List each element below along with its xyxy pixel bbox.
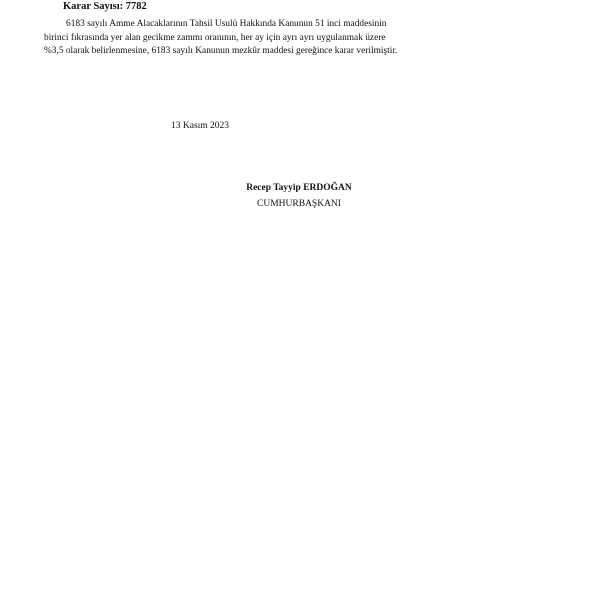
signature-block [230, 182, 368, 210]
decision-date: 13 Kasım 2023 [171, 121, 230, 131]
body-line-3: %3,5 olarak belirlenmesine, 6183 sayılı Kanunun mezkûr maddesi gereğince karar verilmiştir. [44, 46, 398, 56]
decision-number: Karar Sayısı: 7782 [63, 1, 147, 12]
body-line-1: 6183 sayılı Amme Alacaklarının Tahsil Usulü Hakkında Kanunun 51 inci maddesinin [66, 19, 387, 29]
signer-name: Recep Tayyip ERDOĞAN [246, 183, 352, 193]
signer-title: CUMHURBAŞKANI [257, 199, 341, 209]
body-line-2: birinci fıkrasında yer alan gecikme zammı oranının, her ay için ayrı ayrı uygulanmak üzere [44, 32, 386, 43]
decision-body [44, 18, 398, 59]
